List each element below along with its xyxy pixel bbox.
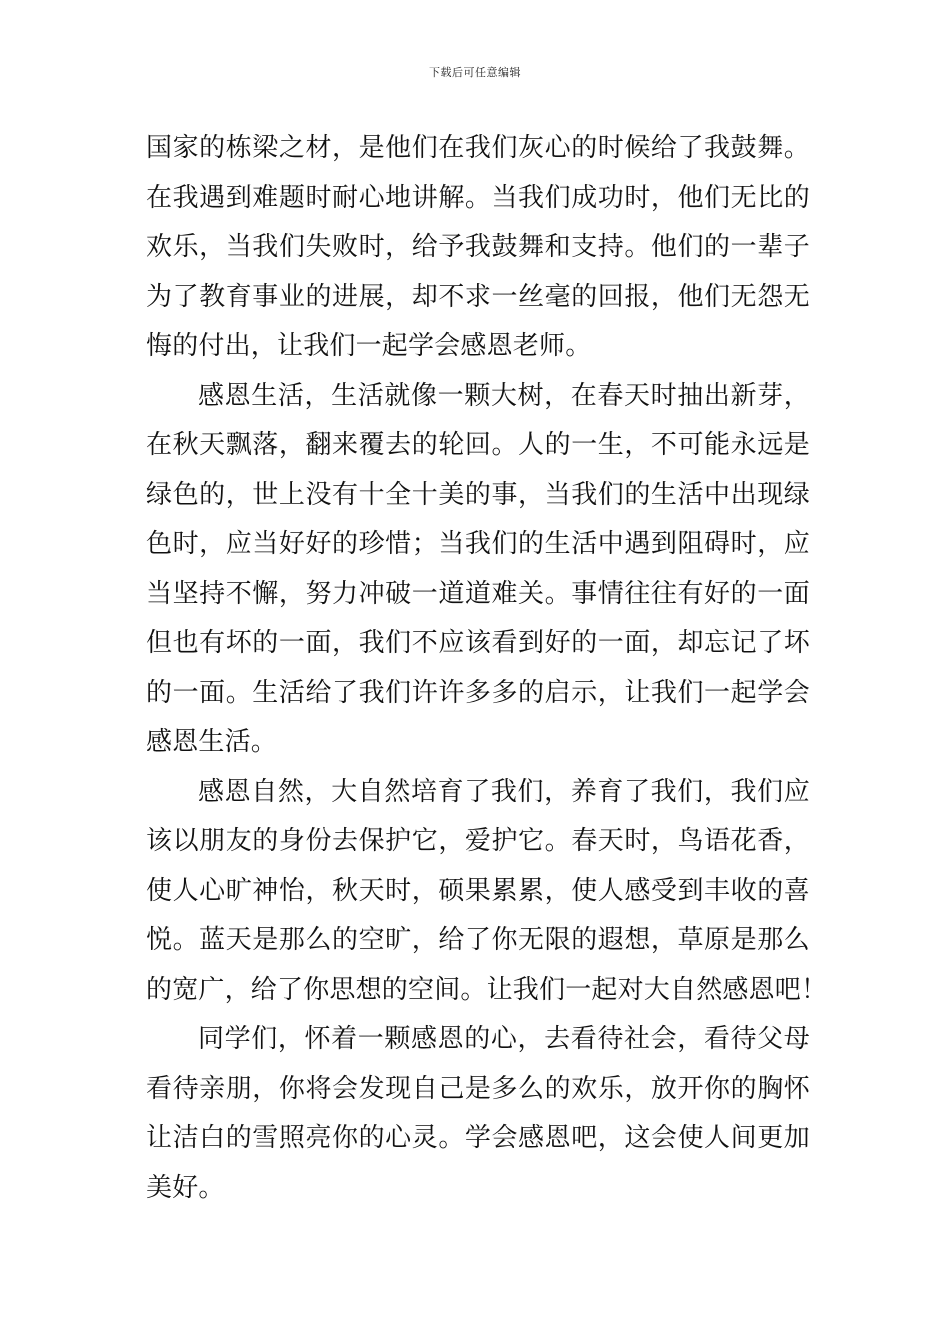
text-line: 悔的付出，让我们一起学会感恩老师。: [146, 331, 592, 361]
text-line: 美好。: [146, 1172, 225, 1203]
text-line: 当坚持不懈，努力冲破一道道难关。事情往往有好的一面: [146, 578, 810, 609]
text-line: 为了教育事业的进展，却不求一丝毫的回报，他们无怨无: [146, 281, 810, 312]
text-line: 色时，应当好好的珍惜；当我们的生活中遇到阻碍时，应: [146, 529, 810, 559]
page-header: 下载后可任意编辑: [429, 66, 521, 79]
text-line: 在秋天飘落，翻来覆去的轮回。人的一生，不可能永远是: [146, 430, 810, 460]
text-line: 让洁白的雪照亮你的心灵。学会感恩吧，这会使人间更加: [146, 1123, 810, 1153]
text-line: 在我遇到难题时耐心地讲解。当我们成功时，他们无比的: [146, 182, 810, 213]
text-line: 欢乐，当我们失败时，给予我鼓舞和支持。他们的一辈子: [146, 232, 810, 262]
text-line: 国家的栋梁之材，是他们在我们灰心的时候给了我鼓舞。: [146, 133, 810, 163]
text-line: 绿色的，世上没有十全十美的事，当我们的生活中出现绿: [146, 479, 810, 510]
text-line: 悦。蓝天是那么的空旷，给了你无限的遐想，草原是那么: [146, 925, 810, 955]
text-line: 感恩生活。: [146, 727, 278, 757]
text-line: 使人心旷神怡，秋天时，硕果累累，使人感受到丰收的喜: [146, 875, 810, 906]
text-line: 但也有坏的一面，我们不应该看到好的一面，却忘记了坏: [146, 628, 810, 658]
paragraph-first-line: 感恩生活，生活就像一颗大树，在春天时抽出新芽，: [198, 380, 810, 411]
text-line: 的宽广，给了你思想的空间。让我们一起对大自然感恩吧！: [146, 974, 828, 1005]
document-body: [146, 124, 828, 1213]
text-line: 看待亲朋，你将会发现自己是多么的欢乐，放开你的胸怀: [146, 1073, 810, 1104]
paragraph-first-line: 感恩自然，大自然培育了我们，养育了我们，我们应: [198, 776, 810, 807]
paragraph-first-line: 同学们，怀着一颗感恩的心，去看待社会，看待父母: [198, 1024, 810, 1054]
text-line: 该以朋友的身份去保护它，爱护它。春天时，鸟语花香，: [146, 826, 810, 856]
text-line: 的一面。生活给了我们许许多多的启示，让我们一起学会: [146, 677, 810, 708]
